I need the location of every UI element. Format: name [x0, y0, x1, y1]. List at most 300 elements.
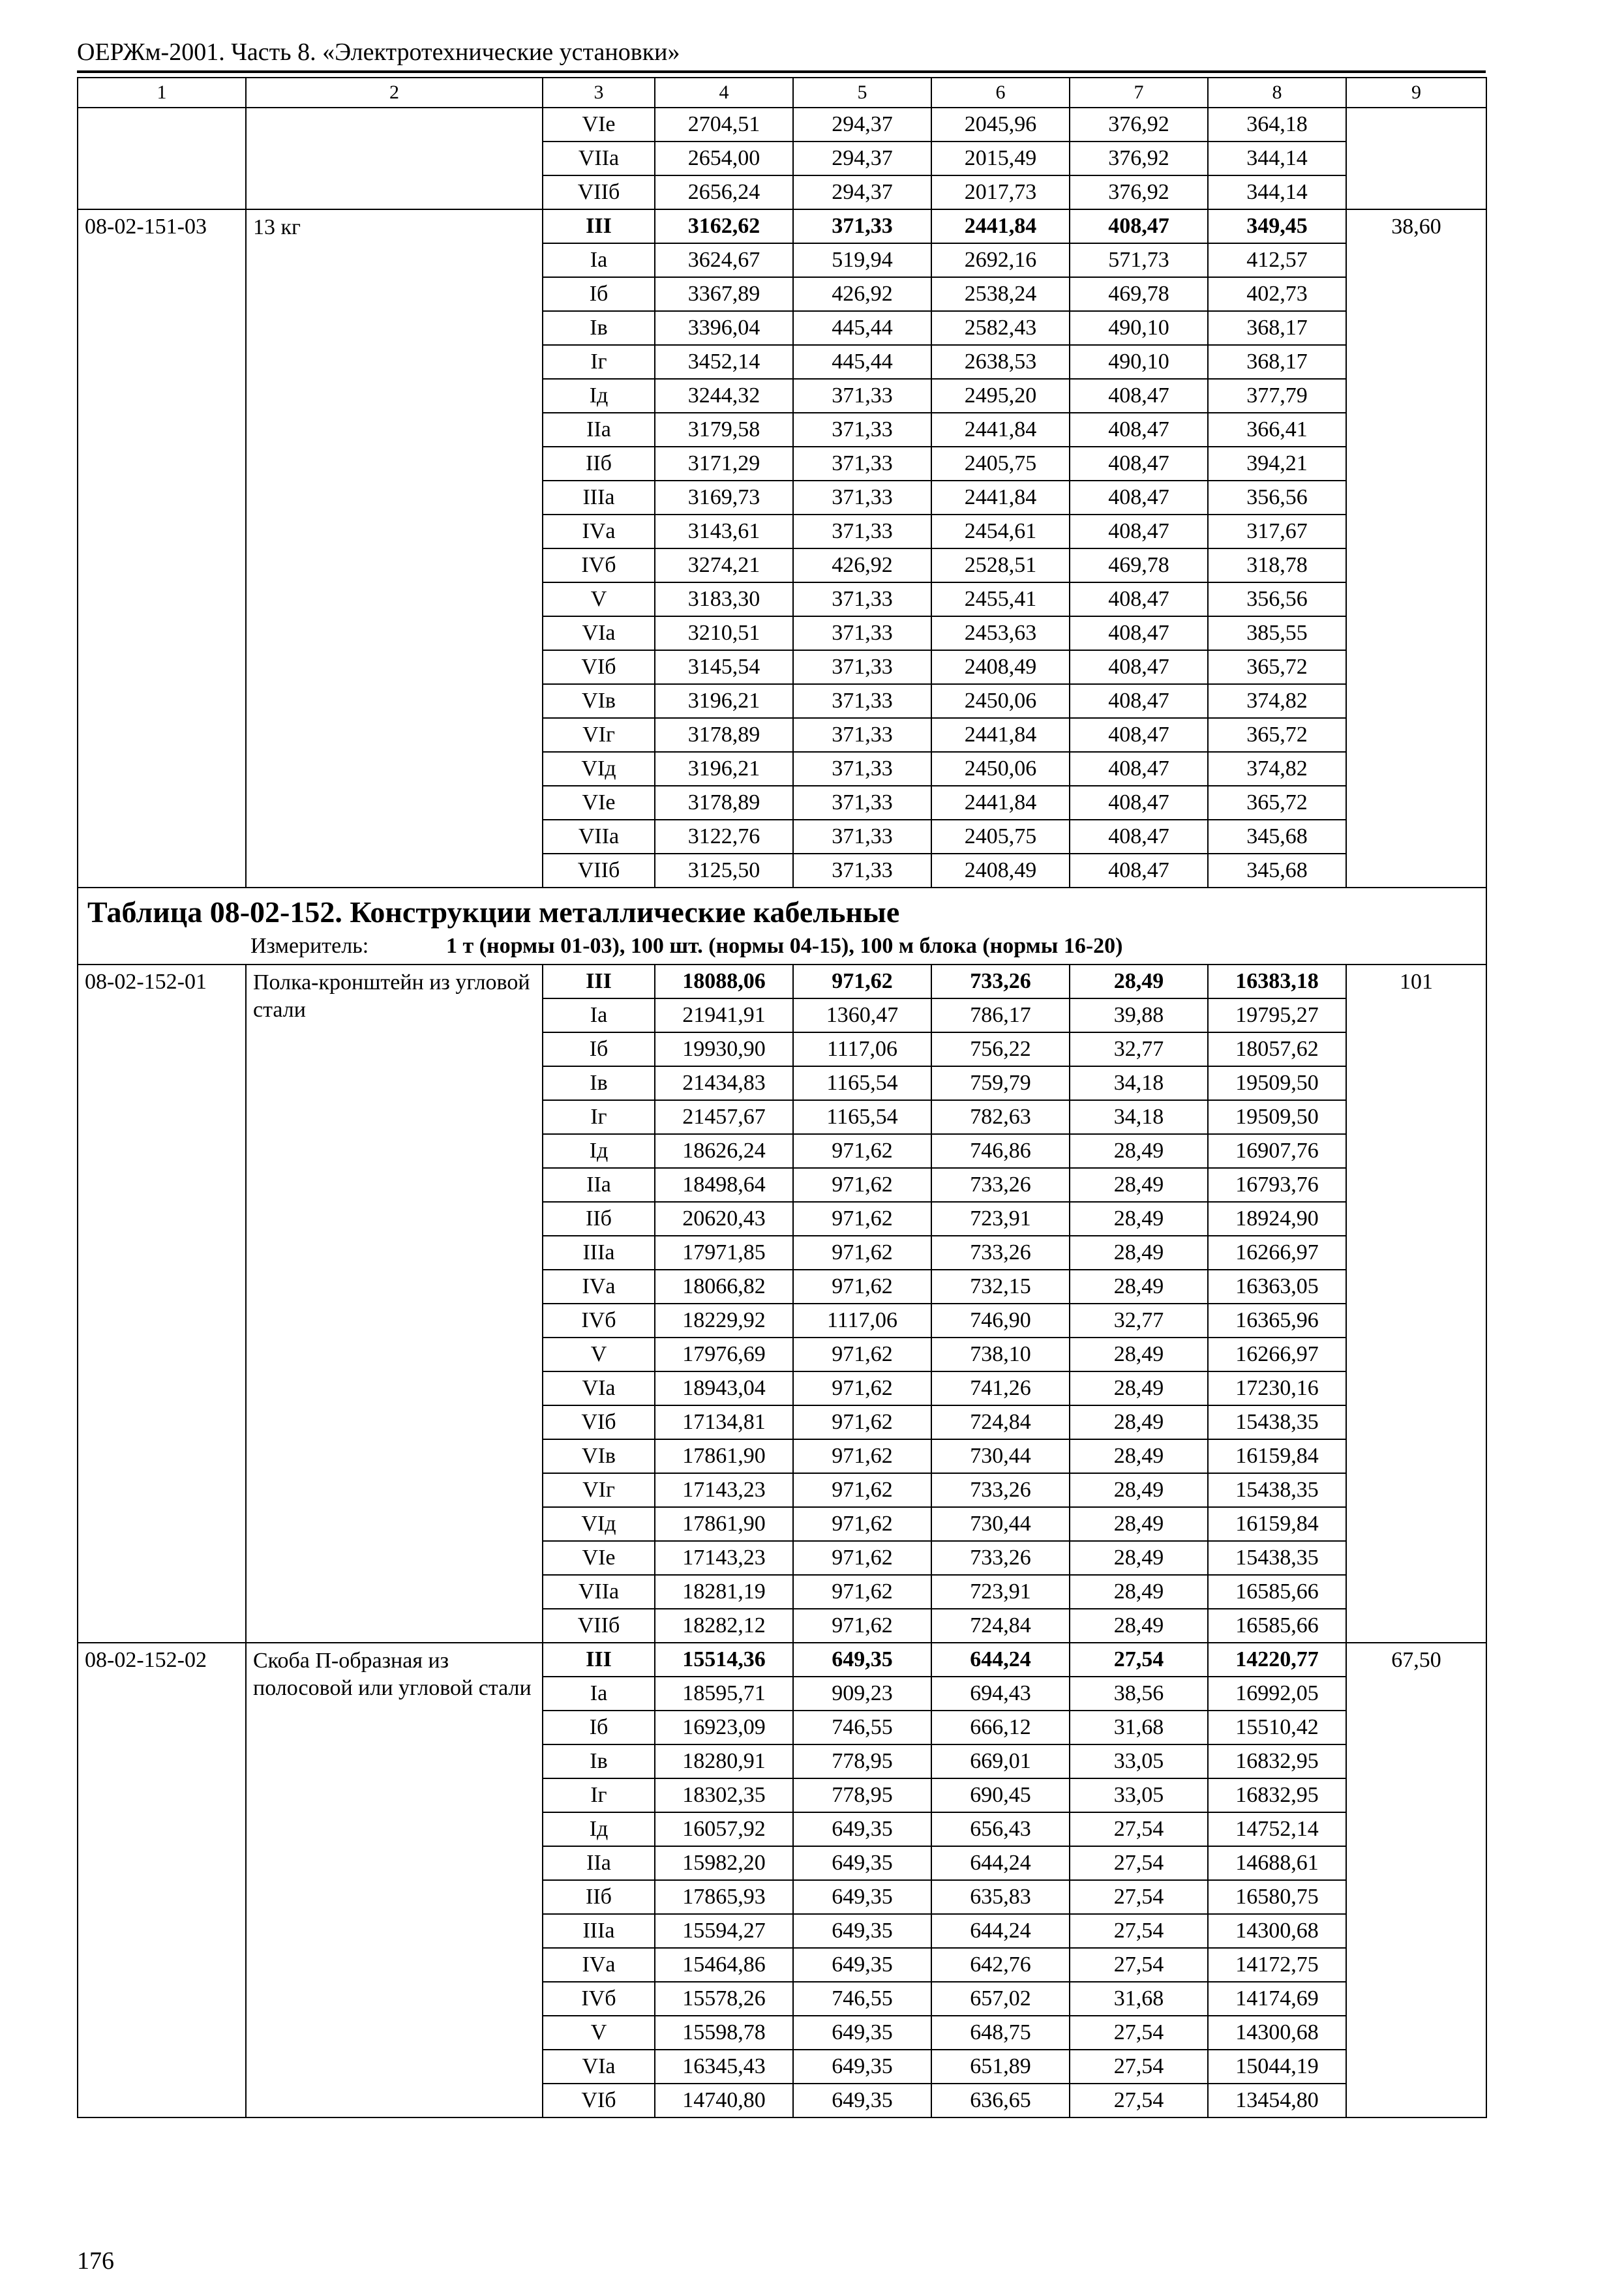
- region-code: Iа: [543, 243, 655, 277]
- value-col-5: 971,62: [793, 1609, 931, 1643]
- value-col-6: 741,26: [931, 1371, 1070, 1405]
- value-col-6: 2495,20: [931, 379, 1070, 413]
- value-col-8: 345,68: [1208, 820, 1346, 854]
- value-col-6: 644,24: [931, 1846, 1070, 1880]
- value-col-7: 28,49: [1070, 1609, 1208, 1643]
- value-col-4: 14740,80: [655, 2084, 793, 2117]
- value-col-6: 738,10: [931, 1338, 1070, 1371]
- value-col-5: 371,33: [793, 684, 931, 718]
- value-col-8: 16266,97: [1208, 1236, 1346, 1270]
- value-col-6: 2454,61: [931, 515, 1070, 548]
- value-col-6: 746,90: [931, 1304, 1070, 1338]
- value-col-8: 365,72: [1208, 718, 1346, 752]
- value-col-6: 733,26: [931, 1168, 1070, 1202]
- norm-name: Полка-кронштейн из угловой стали: [246, 965, 543, 1643]
- value-col-8: 16585,66: [1208, 1575, 1346, 1609]
- value-col-5: 371,33: [793, 447, 931, 481]
- value-col-6: 732,15: [931, 1270, 1070, 1304]
- value-col-4: 18943,04: [655, 1371, 793, 1405]
- region-code: Iв: [543, 311, 655, 345]
- value-col-4: 16057,92: [655, 1812, 793, 1846]
- value-col-6: 644,24: [931, 1914, 1070, 1948]
- region-code: VIа: [543, 616, 655, 650]
- value-col-8: 16585,66: [1208, 1609, 1346, 1643]
- value-col-7: 32,77: [1070, 1304, 1208, 1338]
- value-col-6: 759,79: [931, 1066, 1070, 1100]
- region-code: VIIа: [543, 142, 655, 175]
- value-col-4: 3452,14: [655, 345, 793, 379]
- value-col-7: 408,47: [1070, 515, 1208, 548]
- value-col-6: 2408,49: [931, 854, 1070, 888]
- value-col-4: 15578,26: [655, 1982, 793, 2016]
- value-col-7: 490,10: [1070, 311, 1208, 345]
- value-col-6: 2441,84: [931, 413, 1070, 447]
- value-col-6: 756,22: [931, 1032, 1070, 1066]
- value-col-7: 408,47: [1070, 684, 1208, 718]
- value-col-6: 669,01: [931, 1744, 1070, 1778]
- norm-name: Скоба П-образная из полосовой или угловой стали: [246, 1643, 543, 2117]
- value-col-7: 28,49: [1070, 1405, 1208, 1439]
- region-code: VIа: [543, 2050, 655, 2084]
- column-number: 2: [246, 78, 543, 108]
- value-col-6: 2405,75: [931, 820, 1070, 854]
- value-col-4: 3396,04: [655, 311, 793, 345]
- value-col-5: 971,62: [793, 1338, 931, 1371]
- value-col-4: 3178,89: [655, 786, 793, 820]
- region-code: IIIа: [543, 1236, 655, 1270]
- value-col-8: 16907,76: [1208, 1134, 1346, 1168]
- value-col-7: 27,54: [1070, 1948, 1208, 1982]
- value-col-4: 2656,24: [655, 175, 793, 209]
- value-col-5: 371,33: [793, 209, 931, 243]
- region-code: Iд: [543, 1134, 655, 1168]
- value-col-8: 349,45: [1208, 209, 1346, 243]
- value-col-4: 17143,23: [655, 1541, 793, 1575]
- region-code: VIг: [543, 1473, 655, 1507]
- value-col-4: 18498,64: [655, 1168, 793, 1202]
- region-code: Iв: [543, 1744, 655, 1778]
- value-col-8: 16793,76: [1208, 1168, 1346, 1202]
- value-col-5: 778,95: [793, 1778, 931, 1812]
- value-col-7: 27,54: [1070, 1812, 1208, 1846]
- value-col-8: 16832,95: [1208, 1778, 1346, 1812]
- value-col-5: 649,35: [793, 1948, 931, 1982]
- value-col-8: 377,79: [1208, 379, 1346, 413]
- value-col-7: 27,54: [1070, 1846, 1208, 1880]
- table-title: Таблица 08-02-152. Конструкции металлические кабельные: [87, 895, 900, 929]
- value-col-4: 21457,67: [655, 1100, 793, 1134]
- value-col-6: 2441,84: [931, 786, 1070, 820]
- value-col-5: 971,62: [793, 1507, 931, 1541]
- value-col-7: 31,68: [1070, 1711, 1208, 1744]
- value-col-7: 469,78: [1070, 548, 1208, 582]
- value-col-5: 294,37: [793, 175, 931, 209]
- value-col-5: 971,62: [793, 965, 931, 998]
- value-col-4: 18281,19: [655, 1575, 793, 1609]
- value-col-6: 635,83: [931, 1880, 1070, 1914]
- value-col-7: 28,49: [1070, 1473, 1208, 1507]
- value-col-5: 1117,06: [793, 1032, 931, 1066]
- region-code: IVа: [543, 1270, 655, 1304]
- region-code: VIд: [543, 1507, 655, 1541]
- region-code: Iв: [543, 1066, 655, 1100]
- region-code: VIIб: [543, 1609, 655, 1643]
- value-col-5: 971,62: [793, 1575, 931, 1609]
- value-col-5: 1165,54: [793, 1066, 931, 1100]
- value-col-8: 402,73: [1208, 277, 1346, 311]
- value-col-5: 426,92: [793, 548, 931, 582]
- value-col-5: 445,44: [793, 311, 931, 345]
- region-code: IIб: [543, 447, 655, 481]
- value-col-6: 2015,49: [931, 142, 1070, 175]
- value-col-8: 14752,14: [1208, 1812, 1346, 1846]
- region-code: VIIб: [543, 175, 655, 209]
- value-col-5: 971,62: [793, 1134, 931, 1168]
- value-col-4: 21941,91: [655, 998, 793, 1032]
- value-col-4: 17865,93: [655, 1880, 793, 1914]
- value-col-8: 365,72: [1208, 650, 1346, 684]
- value-col-8: 16159,84: [1208, 1439, 1346, 1473]
- page-number: 176: [77, 2247, 114, 2275]
- value-col-5: 746,55: [793, 1711, 931, 1744]
- norm-id: 08-02-152-01: [78, 965, 246, 1643]
- value-col-9: 38,60: [1346, 209, 1486, 888]
- value-col-4: 18280,91: [655, 1744, 793, 1778]
- region-code: V: [543, 2016, 655, 2050]
- value-col-7: 490,10: [1070, 345, 1208, 379]
- value-col-9: 101: [1346, 965, 1486, 1643]
- table-body: [78, 78, 1486, 2117]
- value-col-8: 14174,69: [1208, 1982, 1346, 2016]
- norm-id: 08-02-152-02: [78, 1643, 246, 2117]
- value-col-6: 2638,53: [931, 345, 1070, 379]
- value-col-4: 3169,73: [655, 481, 793, 515]
- region-code: VIе: [543, 1541, 655, 1575]
- value-col-7: 27,54: [1070, 1643, 1208, 1677]
- value-col-4: 2704,51: [655, 108, 793, 142]
- region-code: VIд: [543, 752, 655, 786]
- value-col-4: 3274,21: [655, 548, 793, 582]
- value-col-7: 571,73: [1070, 243, 1208, 277]
- region-code: IIIа: [543, 481, 655, 515]
- value-col-5: 371,33: [793, 413, 931, 447]
- value-col-7: 408,47: [1070, 582, 1208, 616]
- value-col-7: 32,77: [1070, 1032, 1208, 1066]
- value-col-8: 18924,90: [1208, 1202, 1346, 1236]
- value-col-7: 376,92: [1070, 108, 1208, 142]
- value-col-5: 426,92: [793, 277, 931, 311]
- value-col-4: 2654,00: [655, 142, 793, 175]
- value-col-6: 724,84: [931, 1405, 1070, 1439]
- table-row: [78, 1643, 1486, 1677]
- value-col-5: 649,35: [793, 1846, 931, 1880]
- table-row: [78, 209, 1486, 243]
- value-col-6: 690,45: [931, 1778, 1070, 1812]
- value-col-4: 3143,61: [655, 515, 793, 548]
- region-code: Iг: [543, 345, 655, 379]
- value-col-7: 408,47: [1070, 752, 1208, 786]
- value-col-4: 3162,62: [655, 209, 793, 243]
- value-col-8: 317,67: [1208, 515, 1346, 548]
- column-number: 5: [793, 78, 931, 108]
- value-col-6: 733,26: [931, 1541, 1070, 1575]
- value-col-4: 3196,21: [655, 752, 793, 786]
- value-col-6: 2441,84: [931, 209, 1070, 243]
- value-col-4: 18282,12: [655, 1609, 793, 1643]
- value-col-6: 730,44: [931, 1507, 1070, 1541]
- value-col-4: 3244,32: [655, 379, 793, 413]
- value-col-5: 371,33: [793, 481, 931, 515]
- region-code: Iд: [543, 1812, 655, 1846]
- value-col-5: 371,33: [793, 650, 931, 684]
- value-col-7: 28,49: [1070, 1575, 1208, 1609]
- value-col-6: 2455,41: [931, 582, 1070, 616]
- value-col-5: 971,62: [793, 1541, 931, 1575]
- value-col-7: 28,49: [1070, 1371, 1208, 1405]
- value-col-7: 27,54: [1070, 2050, 1208, 2084]
- value-col-4: 3122,76: [655, 820, 793, 854]
- value-col-6: 2692,16: [931, 243, 1070, 277]
- value-col-5: 649,35: [793, 1812, 931, 1846]
- value-col-8: 318,78: [1208, 548, 1346, 582]
- value-col-5: 971,62: [793, 1202, 931, 1236]
- value-col-7: 33,05: [1070, 1778, 1208, 1812]
- value-col-6: 657,02: [931, 1982, 1070, 2016]
- value-col-8: 16832,95: [1208, 1744, 1346, 1778]
- value-col-4: 3624,67: [655, 243, 793, 277]
- value-col-5: 971,62: [793, 1270, 931, 1304]
- value-col-4: 17143,23: [655, 1473, 793, 1507]
- value-col-4: 3183,30: [655, 582, 793, 616]
- value-col-7: 408,47: [1070, 650, 1208, 684]
- value-col-5: 371,33: [793, 854, 931, 888]
- value-col-6: 648,75: [931, 2016, 1070, 2050]
- value-col-7: 28,49: [1070, 1507, 1208, 1541]
- region-code: VIв: [543, 1439, 655, 1473]
- value-col-8: 15438,35: [1208, 1541, 1346, 1575]
- value-col-4: 3171,29: [655, 447, 793, 481]
- value-col-7: 408,47: [1070, 616, 1208, 650]
- column-number: 3: [543, 78, 655, 108]
- value-col-8: 345,68: [1208, 854, 1346, 888]
- value-col-6: 733,26: [931, 1473, 1070, 1507]
- value-col-8: 15510,42: [1208, 1711, 1346, 1744]
- region-code: Iа: [543, 1677, 655, 1711]
- value-col-7: 28,49: [1070, 1439, 1208, 1473]
- value-col-6: 694,43: [931, 1677, 1070, 1711]
- region-code: IVа: [543, 515, 655, 548]
- value-col-5: 371,33: [793, 616, 931, 650]
- value-col-7: 27,54: [1070, 2084, 1208, 2117]
- region-code: Iг: [543, 1100, 655, 1134]
- value-col-8: 374,82: [1208, 684, 1346, 718]
- value-col-4: 15464,86: [655, 1948, 793, 1982]
- value-col-6: 2045,96: [931, 108, 1070, 142]
- value-col-8: 14688,61: [1208, 1846, 1346, 1880]
- value-col-5: 1360,47: [793, 998, 931, 1032]
- value-col-7: 408,47: [1070, 481, 1208, 515]
- region-code: IVа: [543, 1948, 655, 1982]
- value-col-8: 14220,77: [1208, 1643, 1346, 1677]
- value-col-5: 971,62: [793, 1236, 931, 1270]
- page-header: ОЕРЖм-2001. Часть 8. «Электротехнические установки»: [77, 38, 680, 66]
- value-col-6: 656,43: [931, 1812, 1070, 1846]
- value-col-4: 3178,89: [655, 718, 793, 752]
- value-col-8: 344,14: [1208, 142, 1346, 175]
- value-col-5: 909,23: [793, 1677, 931, 1711]
- value-col-5: 649,35: [793, 1643, 931, 1677]
- region-code: VIб: [543, 1405, 655, 1439]
- value-col-4: 3210,51: [655, 616, 793, 650]
- value-col-8: 14300,68: [1208, 1914, 1346, 1948]
- norm-name: 13 кг: [246, 209, 543, 888]
- value-col-4: 16923,09: [655, 1711, 793, 1744]
- region-code: IVб: [543, 1982, 655, 2016]
- value-col-8: 18057,62: [1208, 1032, 1346, 1066]
- value-col-7: 31,68: [1070, 1982, 1208, 2016]
- measure-label: Измеритель:: [250, 934, 369, 958]
- measure-row: [87, 933, 1477, 960]
- value-col-7: 408,47: [1070, 209, 1208, 243]
- value-col-8: 374,82: [1208, 752, 1346, 786]
- value-col-8: 16383,18: [1208, 965, 1346, 998]
- value-col-6: 2441,84: [931, 718, 1070, 752]
- region-code: IIа: [543, 1846, 655, 1880]
- value-col-6: 2017,73: [931, 175, 1070, 209]
- value-col-8: 16159,84: [1208, 1507, 1346, 1541]
- value-col-6: 2408,49: [931, 650, 1070, 684]
- value-col-6: 746,86: [931, 1134, 1070, 1168]
- value-col-7: 33,05: [1070, 1744, 1208, 1778]
- region-code: Iд: [543, 379, 655, 413]
- value-col-7: 27,54: [1070, 1880, 1208, 1914]
- value-col-7: 408,47: [1070, 447, 1208, 481]
- region-code: III: [543, 965, 655, 998]
- value-col-4: 18088,06: [655, 965, 793, 998]
- region-code: IIа: [543, 1168, 655, 1202]
- value-col-8: 16365,96: [1208, 1304, 1346, 1338]
- value-col-4: 15514,36: [655, 1643, 793, 1677]
- value-col-6: 733,26: [931, 965, 1070, 998]
- value-col-5: 371,33: [793, 718, 931, 752]
- value-col-8: 344,14: [1208, 175, 1346, 209]
- value-col-5: 519,94: [793, 243, 931, 277]
- value-col-4: 15598,78: [655, 2016, 793, 2050]
- value-col-6: 782,63: [931, 1100, 1070, 1134]
- region-code: VIв: [543, 684, 655, 718]
- value-col-8: 16266,97: [1208, 1338, 1346, 1371]
- value-col-5: 1117,06: [793, 1304, 931, 1338]
- region-code: IVб: [543, 1304, 655, 1338]
- region-code: VIб: [543, 650, 655, 684]
- value-col-7: 408,47: [1070, 379, 1208, 413]
- value-col-7: 408,47: [1070, 718, 1208, 752]
- norm-id: 08-02-151-03: [78, 209, 246, 888]
- value-col-7: 376,92: [1070, 175, 1208, 209]
- column-number: 7: [1070, 78, 1208, 108]
- value-col-8: 13454,80: [1208, 2084, 1346, 2117]
- value-col-7: 34,18: [1070, 1100, 1208, 1134]
- norm-name-empty: [246, 108, 543, 209]
- value-col-8: 16363,05: [1208, 1270, 1346, 1304]
- column-number: 8: [1208, 78, 1346, 108]
- value-col-5: 371,33: [793, 515, 931, 548]
- value-col-6: 724,84: [931, 1609, 1070, 1643]
- value-col-7: 376,92: [1070, 142, 1208, 175]
- value-col-4: 3196,21: [655, 684, 793, 718]
- value-col-5: 649,35: [793, 2016, 931, 2050]
- value-col-5: 649,35: [793, 2084, 931, 2117]
- region-code: VIг: [543, 718, 655, 752]
- column-number: 1: [78, 78, 246, 108]
- value-col-4: 18302,35: [655, 1778, 793, 1812]
- column-number: 6: [931, 78, 1070, 108]
- value-col-8: 19795,27: [1208, 998, 1346, 1032]
- value-col-7: 28,49: [1070, 1236, 1208, 1270]
- region-code: IIб: [543, 1880, 655, 1914]
- value-col-4: 18595,71: [655, 1677, 793, 1711]
- value-col-4: 21434,83: [655, 1066, 793, 1100]
- value-col-7: 34,18: [1070, 1066, 1208, 1100]
- value-col-4: 19930,90: [655, 1032, 793, 1066]
- value-col-4: 3145,54: [655, 650, 793, 684]
- value-col-4: 17971,85: [655, 1236, 793, 1270]
- value-col-6: 733,26: [931, 1236, 1070, 1270]
- value-col-8: 14172,75: [1208, 1948, 1346, 1982]
- value-col-7: 408,47: [1070, 786, 1208, 820]
- value-col-5: 371,33: [793, 582, 931, 616]
- value-col-5: 649,35: [793, 2050, 931, 2084]
- region-code: Iб: [543, 277, 655, 311]
- value-col-6: 666,12: [931, 1711, 1070, 1744]
- value-col-4: 16345,43: [655, 2050, 793, 2084]
- column-number: 9: [1346, 78, 1486, 108]
- value-col-8: 15438,35: [1208, 1473, 1346, 1507]
- value-col-8: 412,57: [1208, 243, 1346, 277]
- value-col-8: 15044,19: [1208, 2050, 1346, 2084]
- value-col-7: 28,49: [1070, 1270, 1208, 1304]
- value-col-8: 14300,68: [1208, 2016, 1346, 2050]
- value-col-4: 20620,43: [655, 1202, 793, 1236]
- region-code: V: [543, 582, 655, 616]
- region-code: IIIа: [543, 1914, 655, 1948]
- value-col-4: 18626,24: [655, 1134, 793, 1168]
- region-code: IVб: [543, 548, 655, 582]
- value-col-7: 408,47: [1070, 413, 1208, 447]
- value-col-5: 294,37: [793, 108, 931, 142]
- value-col-7: 28,49: [1070, 1168, 1208, 1202]
- section-header: [78, 888, 1486, 965]
- value-col-4: 3367,89: [655, 277, 793, 311]
- value-col-5: 746,55: [793, 1982, 931, 2016]
- value-col-6: 636,65: [931, 2084, 1070, 2117]
- value-col-5: 294,37: [793, 142, 931, 175]
- region-code: Iа: [543, 998, 655, 1032]
- value-col-9: 67,50: [1346, 1643, 1486, 2117]
- value-col-4: 17861,90: [655, 1507, 793, 1541]
- value-col-7: 38,56: [1070, 1677, 1208, 1711]
- region-code: IIа: [543, 413, 655, 447]
- value-col-5: 971,62: [793, 1405, 931, 1439]
- value-col-5: 445,44: [793, 345, 931, 379]
- table-row: [78, 108, 1486, 142]
- region-code: VIIа: [543, 1575, 655, 1609]
- value-col-5: 971,62: [793, 1439, 931, 1473]
- value-col-6: 651,89: [931, 2050, 1070, 2084]
- value-col-7: 28,49: [1070, 1134, 1208, 1168]
- value-col-5: 371,33: [793, 820, 931, 854]
- value-col-6: 730,44: [931, 1439, 1070, 1473]
